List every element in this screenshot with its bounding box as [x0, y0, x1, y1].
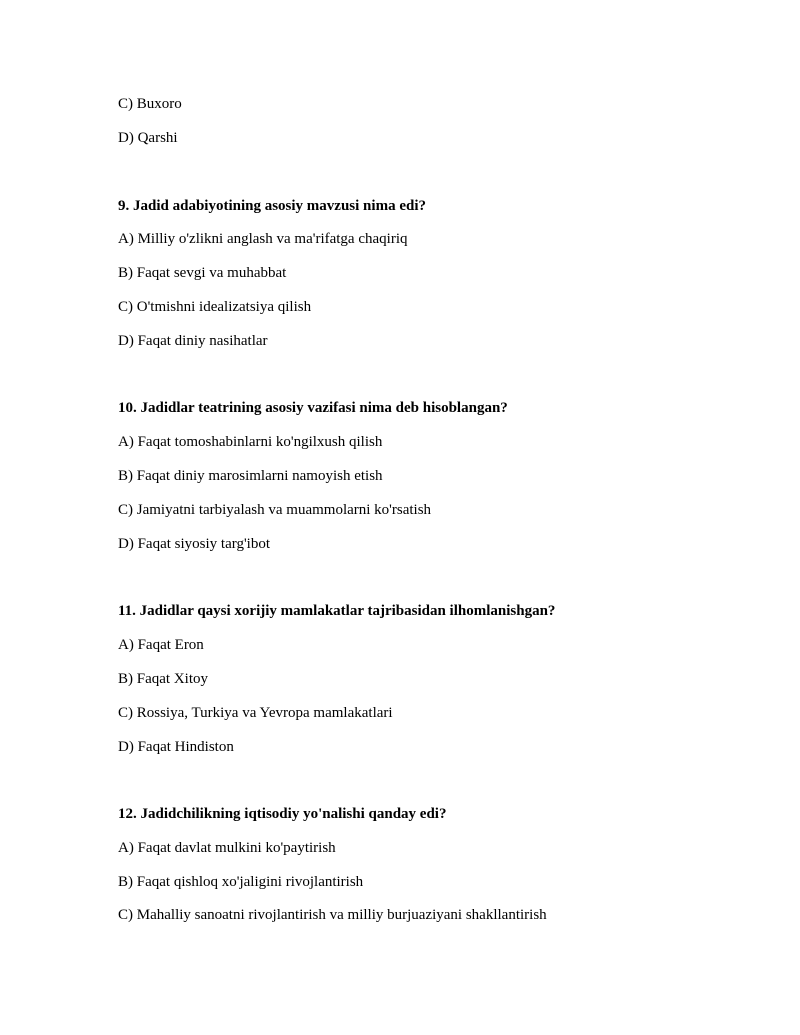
answer-option: D) Faqat siyosiy targ'ibot [118, 536, 270, 552]
answer-option: C) Rossiya, Turkiya va Yevropa mamlakatlari [118, 705, 393, 721]
answer-option: D) Faqat Hindiston [118, 739, 234, 755]
answer-option: B) Faqat diniy marosimlarni namoyish etish [118, 468, 383, 484]
answer-option: C) Mahalliy sanoatni rivojlantirish va milliy burjuaziyani shakllantirish [118, 907, 547, 923]
answer-option: D) Faqat diniy nasihatlar [118, 333, 268, 349]
answer-option: A) Milliy o'zlikni anglash va ma'rifatga chaqiriq [118, 231, 408, 247]
answer-option: C) Jamiyatni tarbiyalash va muammolarni ko'rsatish [118, 502, 432, 518]
answer-option: B) Faqat qishloq xo'jaligini rivojlantirish [118, 874, 364, 890]
answer-option: B) Faqat sevgi va muhabbat [118, 265, 287, 281]
question-9-text: 9. Jadid adabiyotining asosiy mavzusi nima edi? [118, 198, 426, 214]
answer-option: C) O'tmishni idealizatsiya qilish [118, 299, 312, 315]
answer-option: D) Qarshi [118, 130, 178, 146]
answer-option: C) Buxoro [118, 96, 182, 112]
question-11-text: 11. Jadidlar qaysi xorijiy mamlakatlar tajribasidan ilhomlanishgan? [118, 603, 556, 619]
question-10-text: 10. Jadidlar teatrining asosiy vazifasi nima deb hisoblangan? [118, 400, 508, 416]
answer-option: A) Faqat tomoshabinlarni ko'ngilxush qilish [118, 434, 383, 450]
question-12-text: 12. Jadidchilikning iqtisodiy yo'nalishi qanday edi? [118, 806, 447, 822]
answer-option: A) Faqat Eron [118, 637, 204, 653]
answer-option: A) Faqat davlat mulkini ko'paytirish [118, 840, 336, 856]
answer-option: B) Faqat Xitoy [118, 671, 208, 687]
